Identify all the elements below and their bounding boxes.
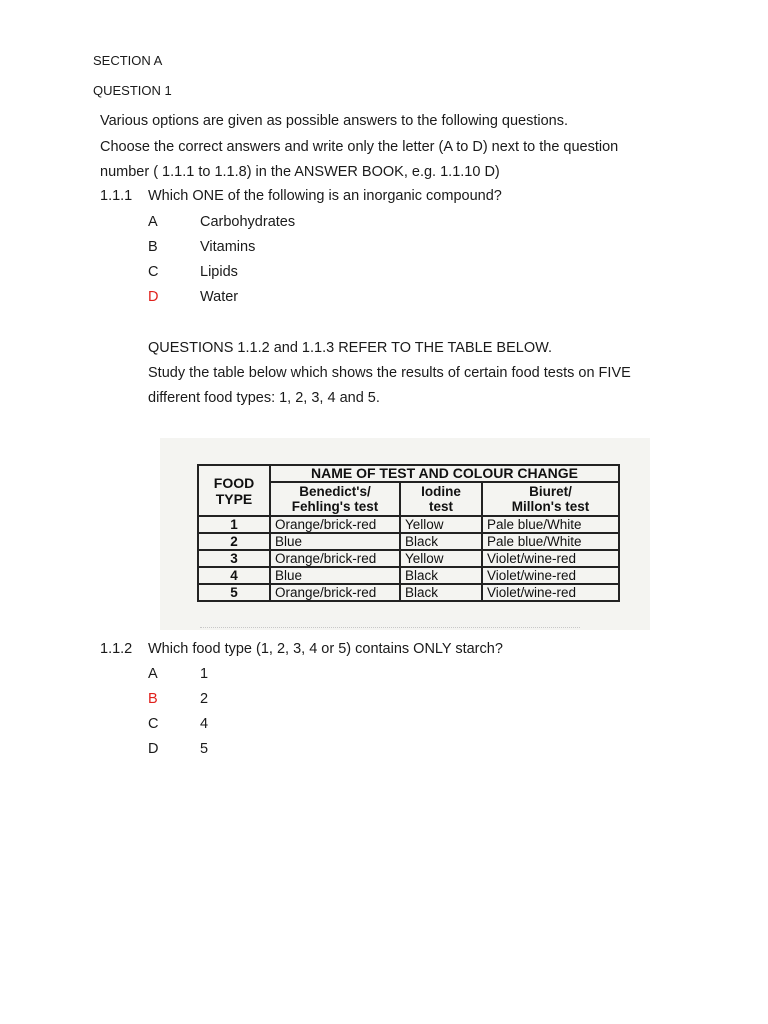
iodine-header <box>400 482 482 516</box>
q111-option-a-letter: A <box>148 214 158 230</box>
test-name-header: NAME OF TEST AND COLOUR CHANGE <box>270 465 619 482</box>
table-row <box>198 584 619 601</box>
q111-number: 1.1.1 <box>100 188 133 204</box>
instruction-line-1: Various options are given as possible answers to the following questions. <box>100 113 569 129</box>
food-type-cell: 1 <box>198 516 270 533</box>
food-type-header-line-1: FOOD <box>213 474 255 491</box>
q111-text: Which ONE of the following is an inorganic compound? <box>148 188 502 204</box>
table-intro-line-3: different food types: 1, 2, 3, 4 and 5. <box>148 390 380 406</box>
q111-option-c-letter: C <box>148 264 159 280</box>
food-test-table-image <box>160 438 650 630</box>
q111-option-b-letter: B <box>148 239 158 255</box>
q111-option-d-text: Water <box>200 289 239 305</box>
q111-option-b-text: Vitamins <box>200 239 256 255</box>
biuret-header <box>482 482 619 516</box>
iodine-cell: Black <box>400 533 482 550</box>
q112-option-d-text: 5 <box>200 741 209 757</box>
food-type-cell: 4 <box>198 567 270 584</box>
section-heading: SECTION A <box>93 53 163 68</box>
biuret-cell: Violet/wine-red <box>482 550 619 567</box>
benedicts-header <box>270 482 400 516</box>
q112-option-c-letter: C <box>148 716 159 732</box>
table-row <box>198 533 619 550</box>
benedicts-cell: Orange/brick-red <box>270 584 400 601</box>
iodine-header-line-1: Iodine <box>421 484 461 499</box>
iodine-cell: Yellow <box>400 550 482 567</box>
benedicts-cell: Blue <box>270 567 400 584</box>
iodine-cell: Yellow <box>400 516 482 533</box>
food-type-header-line-2: TYPE <box>215 490 253 507</box>
biuret-header-line-2: Millon's test <box>511 499 590 514</box>
iodine-cell: Black <box>400 567 482 584</box>
scan-artifact-divider <box>200 625 580 628</box>
biuret-header-line-1: Biuret/ <box>529 484 572 499</box>
table-intro-line-2: Study the table below which shows the results of certain food tests on FIVE <box>148 365 631 381</box>
q112-number: 1.1.2 <box>100 641 133 657</box>
q112-answer-letter: B <box>148 691 158 707</box>
table-intro-line-1: QUESTIONS 1.1.2 and 1.1.3 REFER TO THE TABLE BELOW. <box>148 340 553 356</box>
biuret-cell: Violet/wine-red <box>482 584 619 601</box>
biuret-cell: Violet/wine-red <box>482 567 619 584</box>
benedicts-header-line-2: Fehling's test <box>291 499 379 514</box>
question-heading: QUESTION 1 <box>93 83 172 98</box>
table-row <box>198 550 619 567</box>
biuret-cell: Pale blue/White <box>482 516 619 533</box>
q111-option-a-text: Carbohydrates <box>200 214 296 230</box>
benedicts-cell: Orange/brick-red <box>270 516 400 533</box>
iodine-cell: Black <box>400 584 482 601</box>
q112-option-a-text: 1 <box>200 666 209 682</box>
table-row <box>198 516 619 533</box>
iodine-header-line-2: test <box>428 499 453 514</box>
food-type-cell: 3 <box>198 550 270 567</box>
instruction-line-3: number ( 1.1.1 to 1.1.8) in the ANSWER BOOK, e.g. 1.1.10 D) <box>100 164 500 180</box>
table-row <box>198 567 619 584</box>
q112-option-a-letter: A <box>148 666 158 682</box>
q112-option-b-text: 2 <box>200 691 209 707</box>
instruction-line-2: Choose the correct answers and write only the letter (A to D) next to the question <box>100 139 619 155</box>
q112-option-d-letter: D <box>148 741 159 757</box>
benedicts-header-line-1: Benedict's/ <box>299 484 371 499</box>
q111-option-c-text: Lipids <box>200 264 238 280</box>
benedicts-cell: Blue <box>270 533 400 550</box>
food-type-cell: 2 <box>198 533 270 550</box>
q112-text: Which food type (1, 2, 3, 4 or 5) contains ONLY starch? <box>148 641 503 657</box>
q112-option-c-text: 4 <box>200 716 209 732</box>
q111-answer-letter: D <box>148 289 159 305</box>
food-type-cell: 5 <box>198 584 270 601</box>
food-type-header <box>198 465 270 516</box>
biuret-cell: Pale blue/White <box>482 533 619 550</box>
food-test-table <box>197 464 620 602</box>
benedicts-cell: Orange/brick-red <box>270 550 400 567</box>
